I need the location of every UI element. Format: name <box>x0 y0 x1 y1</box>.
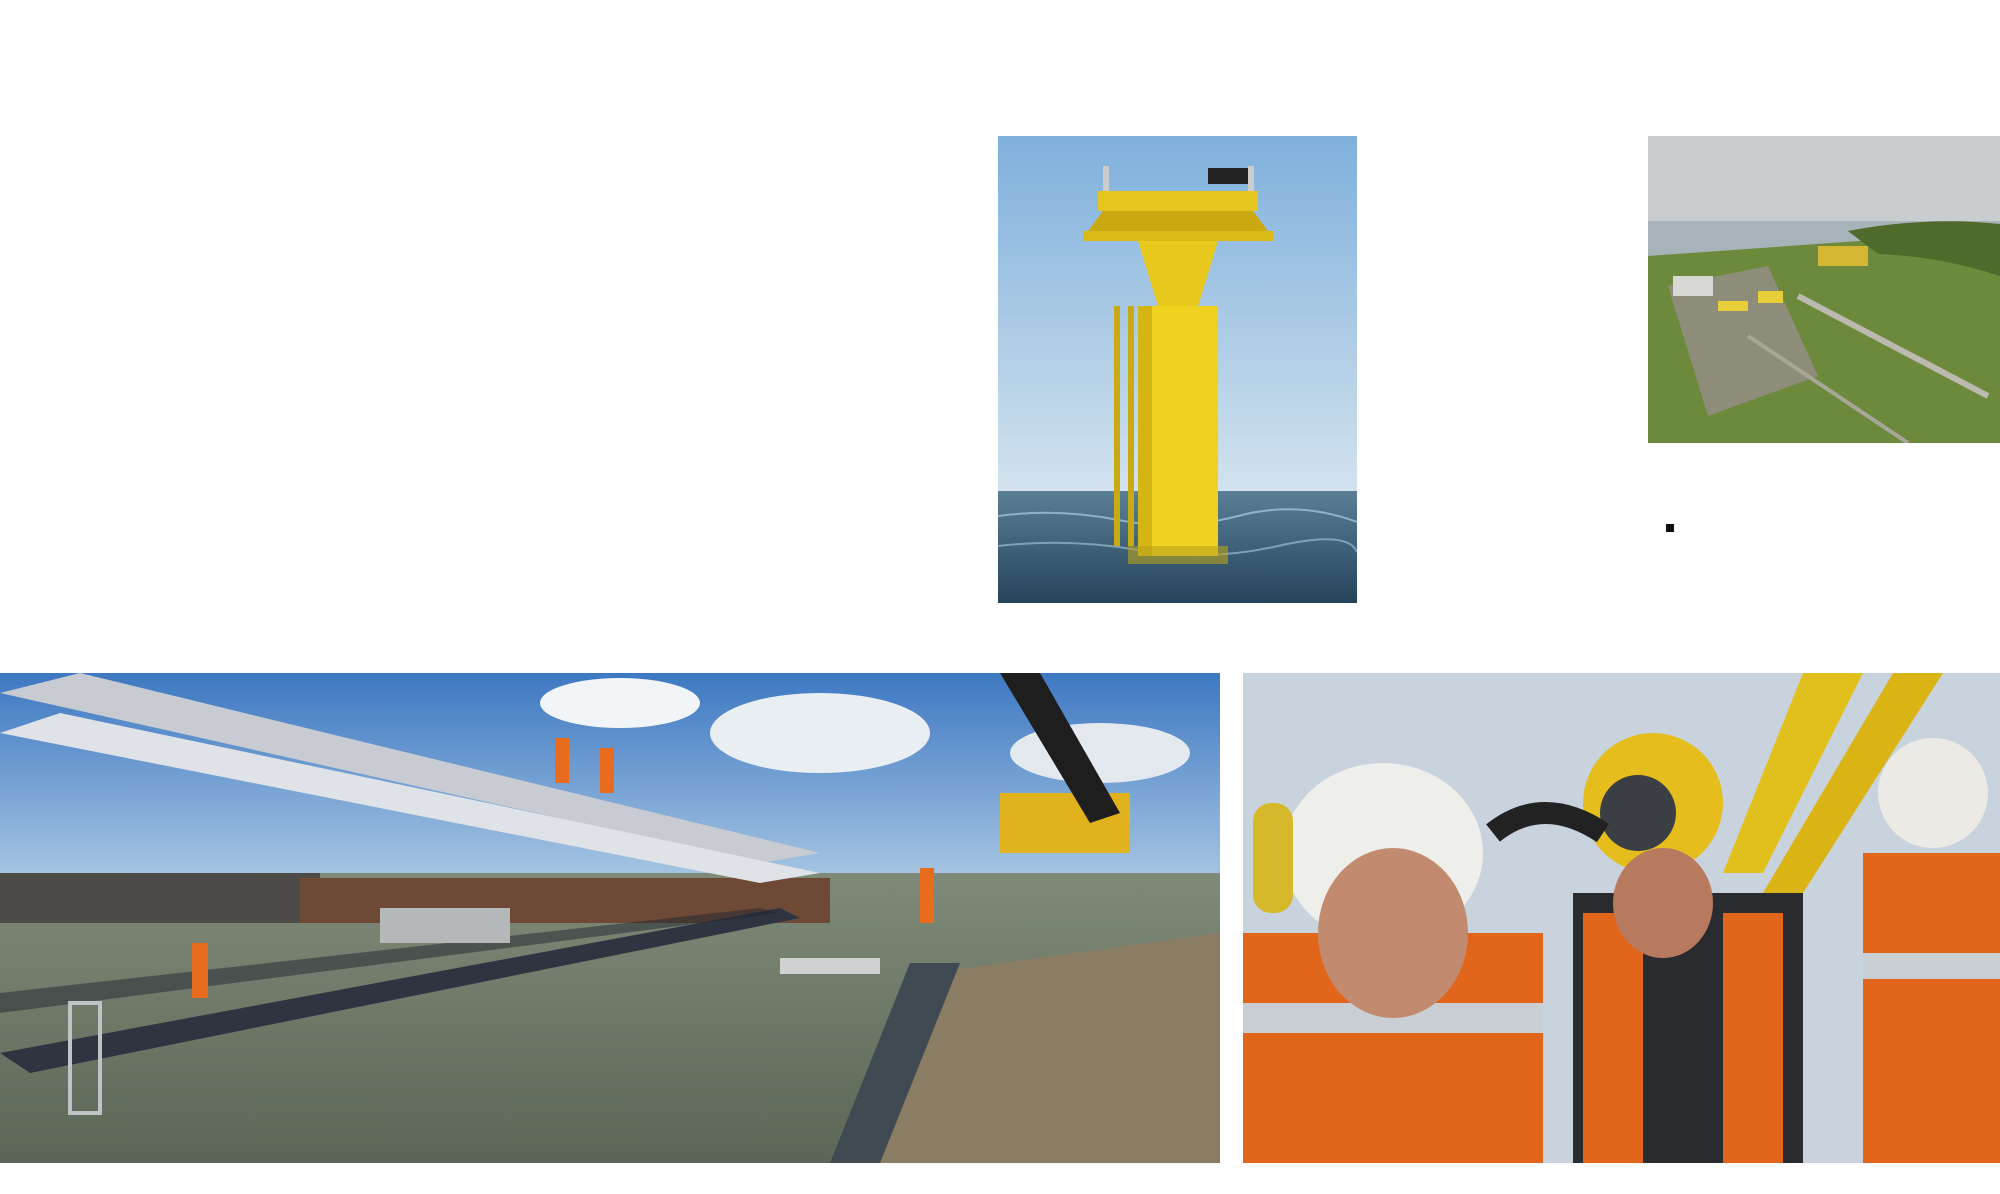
aerial-illustration <box>1648 136 2000 443</box>
body-column-2 <box>371 485 619 517</box>
construction-photo <box>0 673 1220 1163</box>
divers-photo <box>1243 673 2000 1163</box>
end-mark <box>1666 524 1674 532</box>
body-column-5 <box>1648 519 1898 537</box>
aerial-photo <box>1648 136 2000 443</box>
body-column-4 <box>1378 135 1628 147</box>
construction-illustration <box>0 673 1220 1163</box>
foundation-illustration <box>998 136 1357 603</box>
body-column-5-text <box>1648 519 1898 537</box>
divers-illustration <box>1243 673 2000 1163</box>
foundation-photo <box>998 136 1357 603</box>
